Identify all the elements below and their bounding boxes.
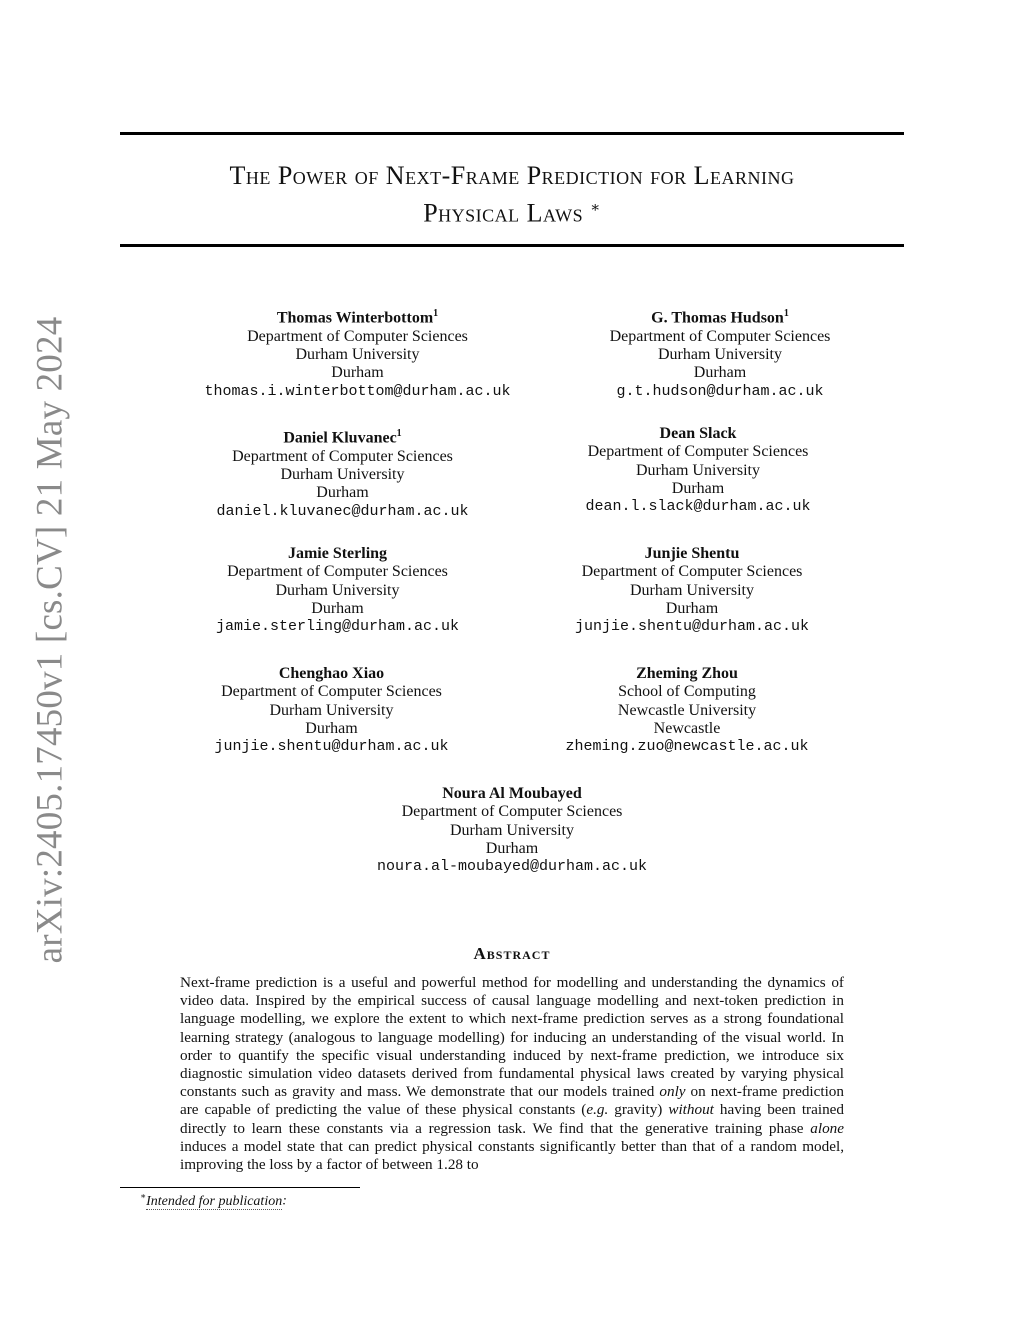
author-block (135, 425, 550, 521)
author-name: Jamie Sterling (287, 545, 388, 562)
author-name (135, 425, 550, 448)
title-line-1: The Power of Next-Frame Prediction for Learning (229, 161, 795, 190)
author-department: Department of Computer Sciences (609, 327, 831, 345)
author-email[interactable]: g.t.hudson@durham.ac.uk (616, 382, 824, 400)
author-name (150, 305, 565, 328)
author-email[interactable]: noura.al-moubayed@durham.ac.uk (376, 858, 648, 876)
author-email[interactable]: junjie.shentu@durham.ac.uk (574, 618, 810, 636)
author-affiliation-mark: 1 (433, 308, 439, 319)
author-city: Durham (485, 839, 539, 857)
author-university: Durham University (275, 581, 400, 599)
author-affiliation-mark: 1 (783, 308, 789, 319)
author-block (130, 545, 545, 636)
author-university: Durham University (280, 465, 405, 483)
author-city: Durham (316, 484, 369, 502)
title-rule-bottom (120, 244, 904, 247)
footnote-link[interactable]: Intended for publication (146, 1193, 283, 1209)
author-city: Durham (331, 364, 384, 382)
author-block (487, 665, 887, 756)
author-name: Chenghao Xiao (278, 665, 385, 682)
author-department: Department of Computer Sciences (247, 327, 468, 345)
author-name: Zheming Zhou (636, 665, 738, 682)
abstract-text: Next-frame prediction is a useful and powerful method for modelling and understanding the dynamics of video data. Inspired by the empirical success of causal language modelling and next-token prediction in language modelling, we explore the extent to which next-frame prediction serves as a strong foundational learning strategy (analogous to language modelling) for inducing an understanding of the visual world. In order to quantify the specific visual understanding induced by next-frame prediction, we introduce six diagnostic simulation video datasets derived from fundamental physical laws created by varying physical constants such as gravity and mass. We demonstrate that our models trained (180, 974, 844, 1101)
author-affiliation-mark: 1 (396, 428, 402, 439)
author-department: Department of Computer Sciences (581, 563, 803, 581)
abstract-body (180, 974, 844, 1174)
author-department: Department of Computer Sciences (401, 803, 623, 821)
abstract-emphasis: without (668, 1101, 714, 1119)
title-footnote-mark: ∗ (590, 200, 601, 216)
abstract-emphasis: e.g. (586, 1101, 609, 1119)
author-email[interactable]: dean.l.slack@durham.ac.uk (585, 498, 811, 516)
author-email[interactable]: daniel.kluvanec@durham.ac.uk (216, 502, 469, 520)
author-department: Department of Computer Sciences (221, 683, 442, 701)
author-name-text: G. Thomas Hudson (651, 309, 784, 327)
author-email[interactable]: junjie.shentu@durham.ac.uk (214, 738, 449, 756)
footnote-rule (120, 1187, 360, 1188)
author-department: Department of Computer Sciences (227, 563, 448, 581)
author-block (124, 665, 539, 756)
author-department: Department of Computer Sciences (232, 447, 453, 465)
title-rule-top (120, 132, 904, 135)
paper-title (120, 160, 904, 230)
author-university: Durham University (295, 345, 420, 363)
author-university: Durham University (636, 461, 760, 479)
author-email[interactable]: thomas.i.winterbottom@durham.ac.uk (204, 382, 511, 400)
author-city: Durham (671, 479, 725, 497)
author-block (150, 305, 565, 401)
abstract-emphasis: alone (810, 1119, 844, 1137)
author-city: Newcastle (653, 719, 721, 737)
author-name: Junjie Shentu (644, 545, 740, 562)
author-email[interactable]: jamie.sterling@durham.ac.uk (215, 618, 460, 636)
abstract-heading: Abstract (473, 944, 551, 963)
author-name: Noura Al Moubayed (442, 785, 582, 802)
author-block (312, 785, 712, 876)
author-city: Durham (665, 599, 719, 617)
author-block (498, 425, 898, 516)
author-block (492, 545, 892, 636)
title-line-2-text: Physical Laws (423, 198, 584, 228)
author-department: School of Computing (618, 683, 756, 701)
author-university: Newcastle University (617, 701, 757, 719)
author-university: Durham University (269, 701, 394, 719)
footnote-suffix: : (282, 1193, 287, 1209)
abstract-text: having been trained directly to learn these constants via a regression task. We find that the generative training phase (180, 1101, 844, 1137)
author-city: Durham (305, 719, 358, 737)
title-line-2 (120, 192, 904, 230)
author-block (520, 305, 920, 401)
author-university: Durham University (630, 581, 754, 599)
author-city: Durham (693, 364, 747, 382)
abstract-text: gravity) (608, 1101, 669, 1119)
author-city: Durham (311, 599, 364, 617)
abstract-text: on next-frame prediction are capable of predicting the value of these physical constants ( (180, 1083, 844, 1119)
abstract-emphasis: only (659, 1083, 686, 1101)
arxiv-identifier: arXiv:2405.17450v1 [cs.CV] 21 May 2024 (29, 316, 71, 964)
author-university: Durham University (658, 345, 782, 363)
author-department: Department of Computer Sciences (587, 443, 809, 461)
abstract-text: induces a model state that can predict physical constants significantly better than that of a random model, improving the loss by a factor of between 1.28 to (180, 1137, 844, 1174)
author-name: Dean Slack (659, 425, 737, 442)
author-name-text: Thomas Winterbottom (276, 309, 434, 327)
footnote-mark: ∗ (140, 1191, 147, 1201)
author-name-text: Daniel Kluvanec (283, 429, 397, 447)
author-name (520, 305, 920, 328)
author-email[interactable]: zheming.zuo@newcastle.ac.uk (565, 738, 809, 756)
footnote (140, 1191, 287, 1210)
author-university: Durham University (450, 821, 574, 839)
